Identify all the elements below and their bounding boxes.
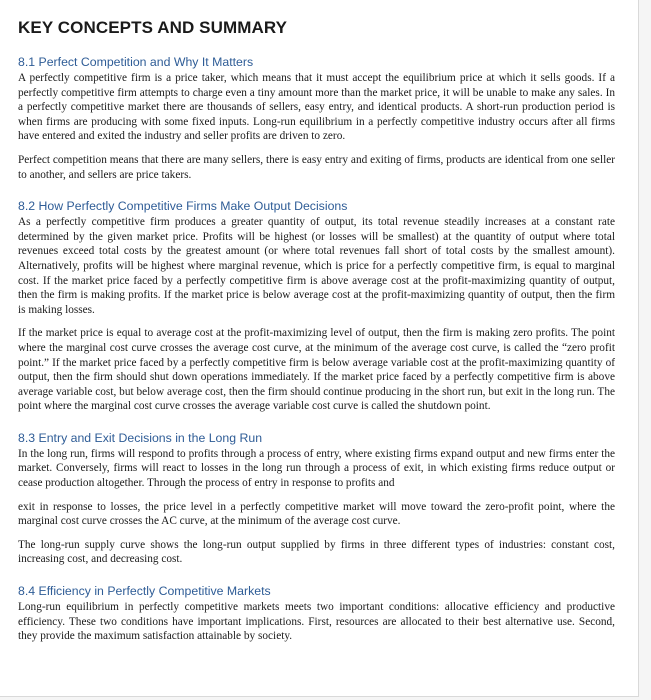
paragraph: In the long run, firms will respond to profits through a process of entry, where existing firms expand output and new firms enter the market. Conversely, firms will react to losses in the long run through a process of exit, in which existing firms reduce output or cease production altogether. Through the process of entry in response to profits and [18, 447, 615, 490]
section-8-3 [18, 431, 615, 567]
section-heading: 8.3 Entry and Exit Decisions in the Long Run [18, 430, 263, 445]
section-8-4 [18, 584, 615, 644]
paragraph: Perfect competition means that there are many sellers, there is easy entry and exiting of firms, products are identical from one seller to another, and sellers are price takers. [18, 153, 615, 181]
paragraph: As a perfectly competitive firm produces a greater quantity of output, its total revenue steadily increases at a constant rate determined by the given market price. Profits will be highest (or losses will be smallest) at the quantity of output where total revenues exceed total costs by the greatest amount (or where total revenues fall short of total costs by the smallest amount). Alternatively, profits will be highest where marginal revenue, which is price for a perfectly competitive firm, is equal to marginal cost. If the market price faced by a perfectly competitive firm is above average cost at the profit-maximizing quantity of output, then the firm is making profits. If the market price is below average cost at the profit-maximizing quantity of output, then the firm is making losses. [18, 216, 615, 316]
paragraph: If the market price is equal to average cost at the profit-maximizing level of output, then the firm is making zero profits. The point where the marginal cost curve crosses the average cost curve, at the minimum of the average cost curve, is called the “zero profit point.” If the market price faced by a perfectly competitive firm is below average variable cost at the profit-maximizing quantity of output, then the firm should shut down operations immediately. If the market price faced by a perfectly competitive firm is above average variable cost, but below average cost, then the firm should continue producing in the short run, but exit in the long run. The point where the marginal cost curve crosses the average variable cost curve is called the shutdown point. [18, 327, 615, 413]
section-8-1 [18, 55, 615, 182]
paragraph: exit in response to losses, the price level in a perfectly competitive market will move toward the zero-profit point, where the marginal cost curve crosses the AC curve, at the minimum of the average cost curve. [18, 500, 615, 528]
paragraph: Long-run equilibrium in perfectly competitive markets meets two important conditions: allocative efficiency and productive efficiency. These two conditions have important implications. First, resources are allocated to their best alternative use. Second, they provide the maximum satisfaction attainable by society. [18, 601, 615, 643]
section-heading: 8.1 Perfect Competition and Why It Matters [18, 55, 254, 69]
paragraph: A perfectly competitive firm is a price taker, which means that it must accept the equilibrium price at which it sells goods. If a perfectly competitive firm attempts to charge even a tiny amount more than the market price, it will be unable to make any sales. In a perfectly competitive market there are thousands of sellers, easy entry, and identical products. A short-run production period is when firms are producing with some fixed inputs. Long-run equilibrium in a perfectly competitive industry occurs after all firms have entered and exited the industry and seller profits are driven to zero. [18, 72, 615, 143]
page-title: KEY CONCEPTS AND SUMMARY [18, 18, 288, 37]
section-8-2 [18, 199, 615, 414]
section-heading: 8.4 Efficiency in Perfectly Competitive Markets [18, 584, 271, 599]
section-heading: 8.2 How Perfectly Competitive Firms Make Output Decisions [18, 199, 348, 214]
paragraph: The long-run supply curve shows the long-run output supplied by firms in three different types of industries: constant cost, increasing cost, and decreasing cost. [18, 538, 615, 566]
